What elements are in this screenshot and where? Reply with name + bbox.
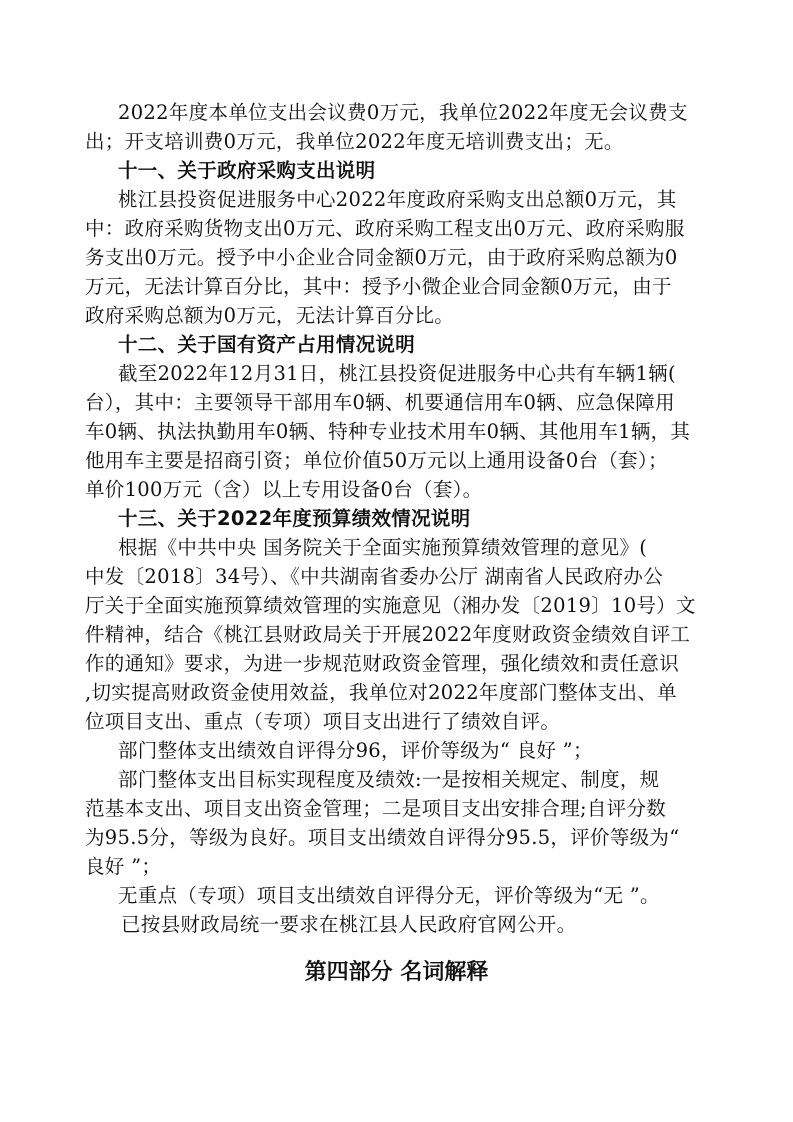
paragraph-line: 无重点（专项）项目支出绩效自评得分无，评价等级为“无 ”。 xyxy=(118,884,660,907)
paragraph-line: 万元，无法计算百分比，其中：授予小微企业合同金额0万元，由于 xyxy=(85,275,672,298)
paragraph-line: 部门整体支出目标实现程度及绩效:一是按相关规定、制度，规 xyxy=(118,768,660,791)
paragraph-line: 为95.5分，等级为良好。项目支出绩效自评得分95.5，评价等级为“ xyxy=(85,826,680,849)
paragraph-line: 根据《中共中央 国务院关于全面实施预算绩效管理的意见》( xyxy=(118,536,648,559)
paragraph-line: 2022年度本单位支出会议费0万元，我单位2022年度无会议费支 xyxy=(118,101,688,124)
paragraph-line: 良好 ”； xyxy=(85,855,162,878)
section-heading: 十三、关于2022年度预算绩效情况说明 xyxy=(118,507,471,530)
paragraph-line: 政府采购总额为0万元，无法计算百分比。 xyxy=(85,304,455,327)
section-heading: 十一、关于政府采购支出说明 xyxy=(118,159,376,182)
paragraph-line: 范基本支出、项目支出资金管理；二是项目支出安排合理;自评分数 xyxy=(85,797,667,820)
paragraph-line: 桃江县投资促进服务中心2022年度政府采购支出总额0万元，其 xyxy=(118,188,677,211)
paragraph-line: 厅关于全面实施预算绩效管理的实施意见（湘办发〔2019〕10号）文 xyxy=(85,594,696,617)
paragraph-line: 他用车主要是招商引资；单位价值50万元以上通用设备0台（套）； xyxy=(85,449,668,472)
paragraph-line: 件精神，结合《桃江县财政局关于开展2022年度财政资金绩效自评工 xyxy=(85,623,691,646)
paragraph-line: ,切实提高财政资金使用效益，我单位对2022年度部门整体支出、单 xyxy=(85,681,677,704)
part-title: 第四部分 名词解释 xyxy=(304,960,489,985)
paragraph-line: 作的通知》要求，为进一步规范财政资金管理，强化绩效和责任意识 xyxy=(85,652,680,675)
section-heading: 十二、关于国有资产占用情况说明 xyxy=(118,333,416,356)
paragraph-line: 台），其中：主要领导干部用车0辆、机要通信用车0辆、应急保障用 xyxy=(85,391,675,414)
paragraph-line: 车0辆、执法执勤用车0辆、特种专业技术用车0辆、其他用车1辆，其 xyxy=(85,420,691,443)
paragraph-line: 截至2022年12月31日，桃江县投资促进服务中心共有车辆1辆( xyxy=(118,362,676,385)
paragraph-line: 中发〔2018〕34号）、《中共湖南省委办公厅 湖南省人民政府办公 xyxy=(85,565,664,588)
paragraph-line: 部门整体支出绩效自评得分96，评价等级为“ 良好 ”； xyxy=(118,739,593,762)
paragraph-line: 出；开支培训费0万元，我单位2022年度无培训费支出；无。 xyxy=(85,130,624,153)
paragraph-line: 单价100万元（含）以上专用设备0台（套）。 xyxy=(85,478,483,501)
document-body xyxy=(85,98,725,939)
paragraph-line: 位项目支出、重点（专项）项目支出进行了绩效自评。 xyxy=(85,710,561,733)
paragraph-line: 中：政府采购货物支出0万元、政府采购工程支出0万元、政府采购服 xyxy=(85,217,685,240)
paragraph-line: 已按县财政局统一要求在桃江县人民政府官网公开。 xyxy=(121,913,577,936)
paragraph-line: 务支出0万元。授予中小企业合同金额0万元，由于政府采购总额为0 xyxy=(85,246,678,269)
